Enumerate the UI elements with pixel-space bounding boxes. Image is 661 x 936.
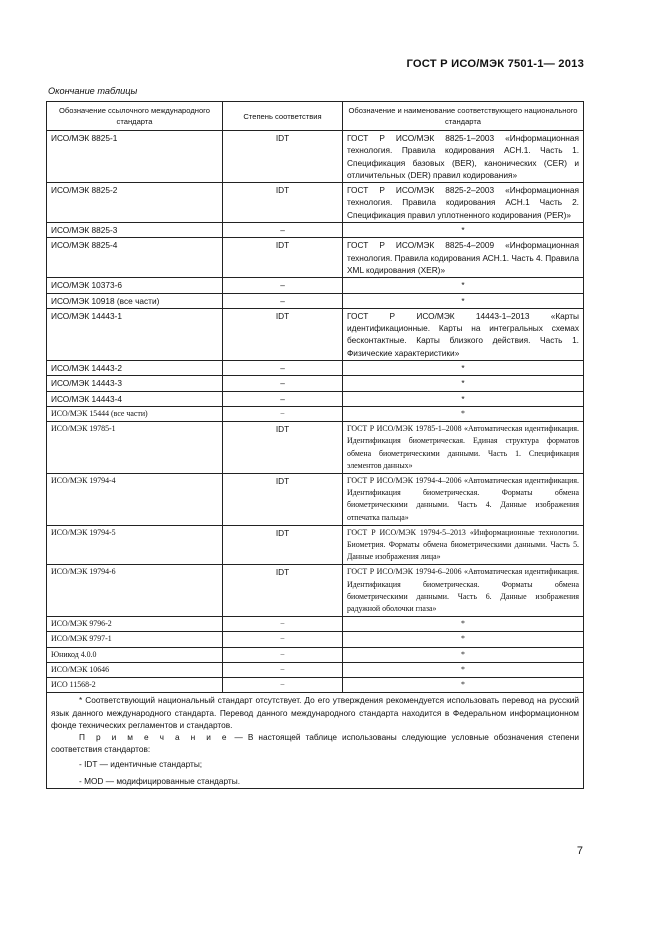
national-cell: ГОСТ Р ИСО/МЭК 19794-5–2013 «Информационные технологии. Биометрия. Форматы обмена биометрическими данными. Часть 5. Данные изображения лица» [343, 525, 584, 565]
standards-table [46, 101, 584, 789]
ref-cell: ИСО/МЭК 14443-2 [47, 361, 223, 376]
table-row [47, 473, 584, 525]
table-row [47, 376, 584, 391]
column-header-degree: Степень соответствия [223, 102, 343, 131]
footnote-row [47, 693, 584, 789]
national-cell: * [343, 617, 584, 632]
table-row [47, 617, 584, 632]
ref-cell: ИСО/МЭК 10373-6 [47, 278, 223, 293]
table-row [47, 391, 584, 406]
ref-cell: ИСО/МЭК 14443-1 [47, 308, 223, 360]
degree-cell: IDT [223, 525, 343, 565]
ref-cell: ИСО/МЭК 14443-3 [47, 376, 223, 391]
degree-cell: – [223, 406, 343, 421]
table-row [47, 293, 584, 308]
degree-cell: – [223, 678, 343, 693]
national-cell: ГОСТ Р ИСО/МЭК 8825-1–2003 «Информационная технология. Правила кодирования АСН.1. Часть 1. Спецификация базовых (BER), канонических (CER) и отличительных (DER) правил кодирования» [343, 131, 584, 183]
national-cell: ГОСТ Р ИСО/МЭК 14443-1–2013 «Карты идентификационные. Карты на интегральных схемах бесконтактные. Карты близкого действия. Часть 1. Физические характеристики» [343, 308, 584, 360]
note-text: — В настоящей таблице использованы следующие условные обозначения степени соответствия стандартов: [51, 732, 579, 755]
ref-cell: ИСО 11568-2 [47, 678, 223, 693]
degree-cell: – [223, 617, 343, 632]
page-number: 7 [576, 845, 583, 857]
national-cell: * [343, 647, 584, 662]
degree-cell: – [223, 391, 343, 406]
table-note [51, 731, 579, 756]
ref-cell: ИСО/МЭК 9796-2 [47, 617, 223, 632]
ref-cell: ИСО/МЭК 19794-5 [47, 525, 223, 565]
ref-cell: ИСО/МЭК 10646 [47, 662, 223, 677]
degree-cell: – [223, 223, 343, 238]
national-cell: * [343, 361, 584, 376]
ref-cell: ИСО/МЭК 14443-4 [47, 391, 223, 406]
degree-cell: – [223, 278, 343, 293]
note-label: П р и м е ч а н и е [79, 732, 230, 743]
degree-cell: – [223, 376, 343, 391]
table-row [47, 361, 584, 376]
national-cell: * [343, 632, 584, 647]
ref-cell: ИСО/МЭК 8825-1 [47, 131, 223, 183]
degree-cell: IDT [223, 308, 343, 360]
national-cell: * [343, 391, 584, 406]
table-row [47, 632, 584, 647]
ref-cell: ИСО/МЭК 15444 (все части) [47, 406, 223, 421]
national-cell: * [343, 376, 584, 391]
column-header-ref: Обозначение ссылочного международного стандарта [47, 102, 223, 131]
table-row [47, 278, 584, 293]
national-cell: * [343, 406, 584, 421]
table-row [47, 406, 584, 421]
degree-cell: IDT [223, 422, 343, 474]
national-cell: ГОСТ Р ИСО/МЭК 19794-4–2006 «Автоматическая идентификация. Идентификация биометрическая. Форматы обмена биометрическими данными. Часть 4. Данные изображения отпечатка пальца» [343, 473, 584, 525]
ref-cell: ИСО/МЭК 19785-1 [47, 422, 223, 474]
table-row [47, 183, 584, 223]
table-row [47, 223, 584, 238]
table-row [47, 565, 584, 617]
note-mod: - MOD — модифицированные стандарты. [79, 775, 241, 786]
degree-cell: IDT [223, 473, 343, 525]
national-cell: ГОСТ Р ИСО/МЭК 19785-1–2008 «Автоматическая идентификация. Идентификация биометрическая. Единая структура форматов обмена биометрическими данными. Часть 1. Спецификация элементов данных» [343, 422, 584, 474]
national-cell: ГОСТ Р ИСО/МЭК 8825-2–2003 «Информационная технология. Правила кодирования АСН.1 Часть 2. Спецификация правил уплотненного кодирования (PER)» [343, 183, 584, 223]
degree-cell: – [223, 361, 343, 376]
table-row [47, 647, 584, 662]
ref-cell: ИСО/МЭК 9797-1 [47, 632, 223, 647]
footnote-cell [47, 693, 584, 789]
degree-cell: IDT [223, 238, 343, 278]
table-row [47, 525, 584, 565]
degree-cell: – [223, 647, 343, 662]
table-row [47, 678, 584, 693]
table-row [47, 662, 584, 677]
ref-cell: ИСО/МЭК 8825-2 [47, 183, 223, 223]
ref-cell: ИСО/МЭК 19794-6 [47, 565, 223, 617]
degree-cell: IDT [223, 131, 343, 183]
degree-cell: – [223, 632, 343, 647]
table-row [47, 422, 584, 474]
degree-cell: IDT [223, 183, 343, 223]
ref-cell: Юникод 4.0.0 [47, 647, 223, 662]
star-footnote: * Соответствующий национальный стандарт отсутствует. До его утверждения рекомендуется использовать перевод на русский язык данного международного стандарта. Перевод данного международного стандарта находится в Федеральном информационном фонде технических регламентов и стандартов. [51, 695, 579, 730]
national-cell: ГОСТ Р ИСО/МЭК 19794-6–2006 «Автоматическая идентификация. Идентификация биометрическая. Форматы обмена биометрическими данными. Часть 6. Данные изображения радужной оболочки глаза» [343, 565, 584, 617]
ref-cell: ИСО/МЭК 19794-4 [47, 473, 223, 525]
national-cell: * [343, 223, 584, 238]
degree-cell: – [223, 662, 343, 677]
ref-cell: ИСО/МЭК 10918 (все части) [47, 293, 223, 308]
table-row [47, 308, 584, 360]
degree-cell: IDT [223, 565, 343, 617]
national-cell: * [343, 662, 584, 677]
degree-cell: – [223, 293, 343, 308]
table-caption: Окончание таблицы [48, 86, 138, 96]
note-idt: - IDT — идентичные стандарты; [79, 758, 203, 769]
national-cell: ГОСТ Р ИСО/МЭК 8825-4–2009 «Информационная технология. Правила кодирования АСН.1. Часть 4. Правила XML кодирования (XER)» [343, 238, 584, 278]
national-cell: * [343, 278, 584, 293]
national-cell: * [343, 678, 584, 693]
ref-cell: ИСО/МЭК 8825-3 [47, 223, 223, 238]
ref-cell: ИСО/МЭК 8825-4 [47, 238, 223, 278]
page-header-title: ГОСТ Р ИСО/МЭК 7501-1— 2013 [406, 58, 584, 70]
table-row [47, 131, 584, 183]
column-header-national: Обозначение и наименование соответствующего национального стандарта [343, 102, 584, 131]
table-header-row [47, 102, 584, 131]
table-row [47, 238, 584, 278]
national-cell: * [343, 293, 584, 308]
